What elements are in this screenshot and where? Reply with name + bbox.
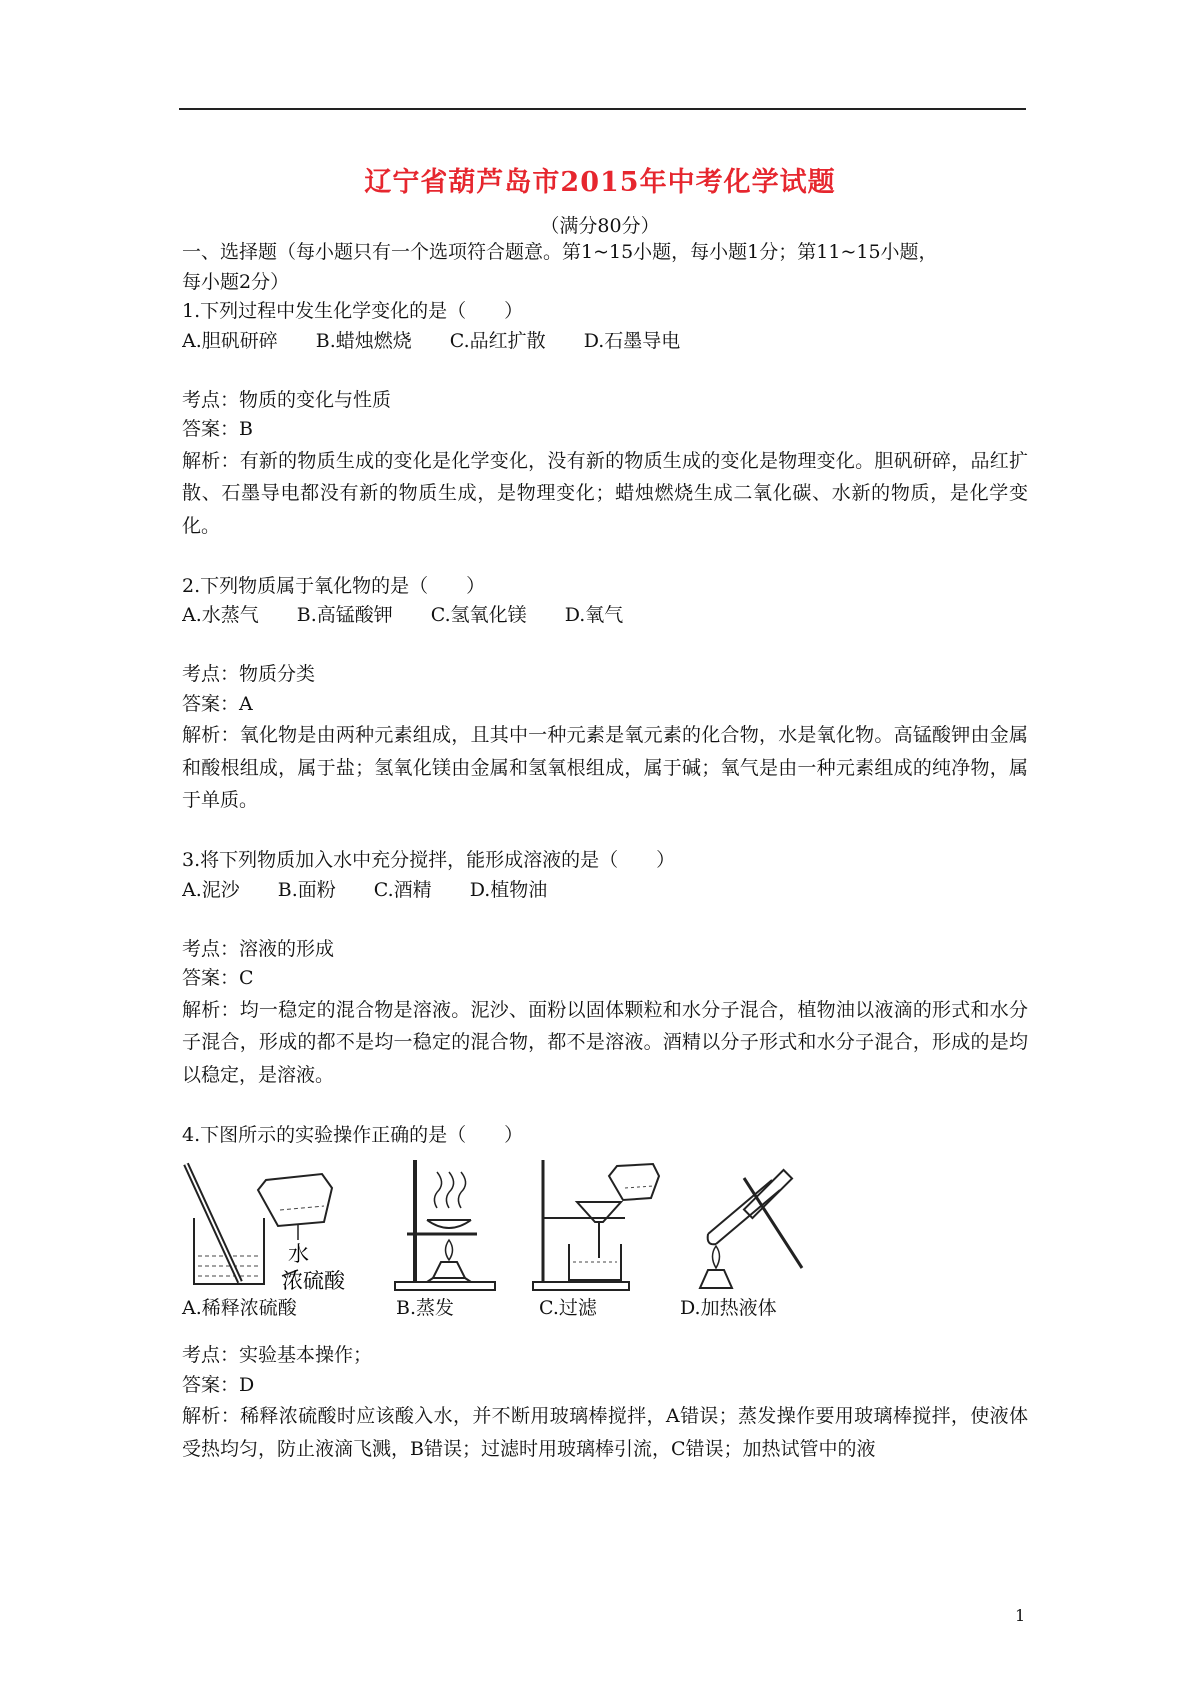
figure-dilute-acid: [182, 1158, 362, 1293]
section-heading-line2: 每小题2分）: [182, 270, 290, 293]
header-rule: [179, 108, 1026, 110]
document-body: [182, 238, 1028, 1465]
fig-label-a: A.稀释浓硫酸: [182, 1297, 297, 1319]
option-d: D.植物油: [469, 878, 548, 901]
option-d: D.氧气: [564, 604, 624, 626]
question-options: [182, 876, 1028, 906]
figure-labels: [182, 1293, 1028, 1321]
kaodian: 考点：物质分类: [182, 663, 316, 685]
section-heading-line1: 一、选择题（每小题只有一个选项符合题意。第1~15小题，每小题1分；第11~15小题，: [182, 241, 938, 263]
analysis: 解析：有新的物质生成的变化是化学变化，没有新的物质生成的变化是物理变化。胆矾研碎，品红扩散、石墨导电都没有新的物质生成，是物理变化；蜡烛燃烧生成二氧化碳、水新的物质，是化学变化。: [182, 449, 1028, 537]
option-a: A.水蒸气: [182, 604, 259, 626]
fig-label-d: D.加热液体: [680, 1297, 777, 1319]
figure-filtration: [529, 1158, 669, 1293]
figure-heat-liquid: [680, 1158, 820, 1293]
page-number: 1: [1015, 1606, 1026, 1625]
figure-evaporation: [387, 1158, 517, 1293]
question-stem: 1.下列过程中发生化学变化的是（ ）: [182, 300, 524, 322]
option-c: C.氢氧化镁: [430, 604, 527, 626]
kaodian: 考点：实验基本操作；: [182, 1344, 373, 1366]
option-b: B.面粉: [277, 878, 336, 901]
fig-label-b: B.蒸发: [396, 1297, 455, 1319]
page-subtitle: （满分80分）: [540, 215, 660, 237]
option-d: D.石墨导电: [583, 329, 681, 352]
answer: 答案：B: [182, 418, 253, 440]
option-c: C.酒精: [373, 878, 432, 901]
question-stem: 4.下图所示的实验操作正确的是（ ）: [182, 1123, 524, 1146]
kaodian: 考点：物质的变化与性质: [182, 388, 392, 411]
heating-tube-diagram: [680, 1158, 820, 1293]
answer: 答案：D: [182, 1373, 255, 1396]
question-options: [182, 601, 1028, 631]
experiment-figures: [182, 1158, 1028, 1293]
option-b: B.蜡烛燃烧: [315, 329, 412, 352]
option-b: B.高锰酸钾: [296, 604, 393, 626]
analysis: 解析：均一稳定的混合物是溶液。泥沙、面粉以固体颗粒和水分子混合，植物油以液滴的形式和水分子混合，形成的都不是均一稳定的混合物，都不是溶液。酒精以分子形式和水分子混合，形成的是均以稳定，是溶液。: [182, 998, 1028, 1086]
question-options: [182, 327, 1028, 357]
answer: 答案：A: [182, 692, 253, 715]
analysis: 解析：氧化物是由两种元素组成，且其中一种元素是氧元素的化合物，水是氧化物。高锰酸钾由金属和酸根组成，属于盐；氢氧化镁由金属和氢氧根组成，属于碱；氧气是由一种元素组成的纯净物，属于单质。: [182, 724, 1028, 811]
page-title: 辽宁省葫芦岛市2015年中考化学试题: [364, 167, 836, 198]
filtration-diagram: [529, 1158, 669, 1293]
label-conc-acid: 浓硫酸: [282, 1269, 345, 1293]
option-a: A.泥沙: [182, 878, 240, 901]
question-stem: 2.下列物质属于氧化物的是（ ）: [182, 574, 486, 597]
label-water: 水: [288, 1242, 309, 1266]
question-stem: 3.将下列物质加入水中充分搅拌，能形成溶液的是（ ）: [182, 849, 676, 871]
answer: 答案：C: [182, 967, 254, 989]
beaker-pour-diagram: [182, 1158, 362, 1293]
kaodian: 考点：溶液的形成: [182, 937, 335, 960]
evaporation-diagram: [387, 1158, 517, 1293]
analysis: 解析：稀释浓硫酸时应该酸入水，并不断用玻璃棒搅拌，A错误；蒸发操作要用玻璃棒搅拌，使液体受热均匀，防止液滴飞溅，B错误；过滤时用玻璃棒引流，C错误；加热试管中的液: [182, 1405, 1028, 1460]
option-c: C.品红扩散: [449, 329, 546, 352]
fig-label-c: C.过滤: [539, 1297, 597, 1319]
option-a: A.胆矾研碎: [182, 329, 278, 352]
